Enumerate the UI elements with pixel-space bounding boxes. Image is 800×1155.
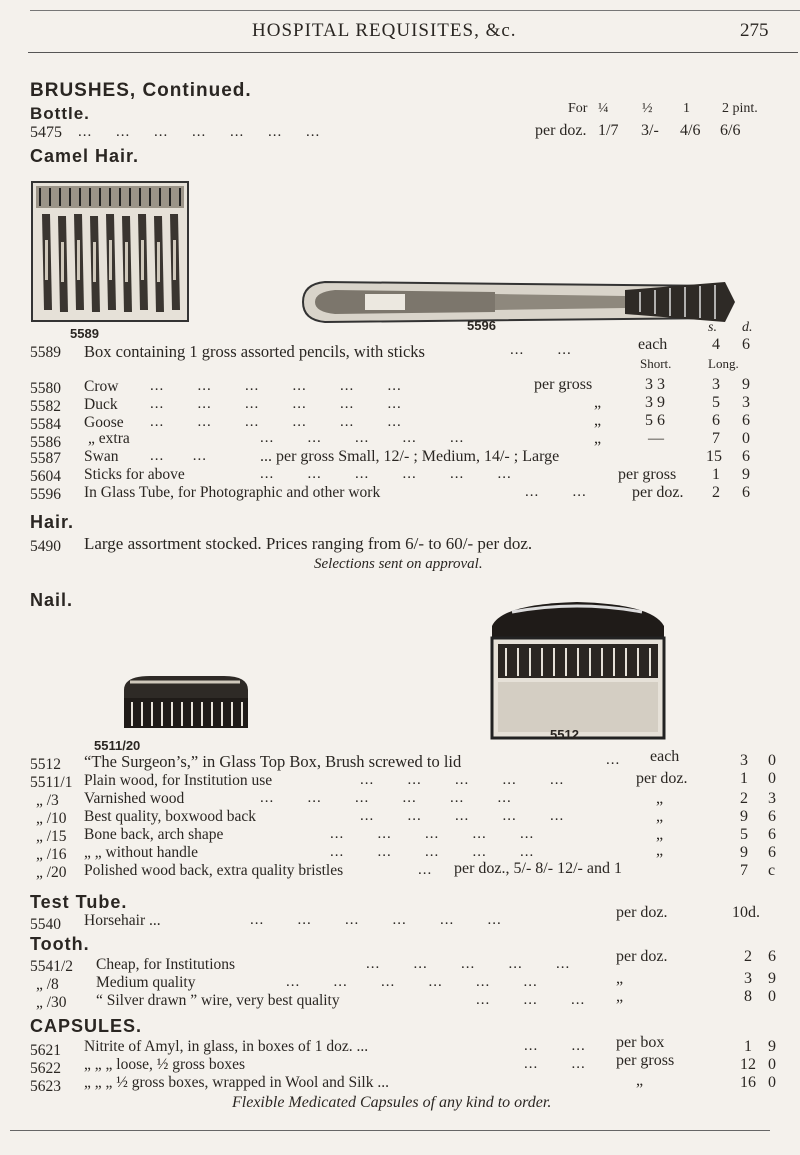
camel-short-4: —: [648, 430, 664, 447]
nail-code-5: „ /16: [36, 846, 67, 863]
camel-desc-5: Swan: [84, 448, 119, 465]
page-header-title: HOSPITAL REQUISITES, &c.: [252, 20, 517, 41]
tooth-unit-0: per doz.: [616, 948, 668, 965]
heading-camel-hair: Camel Hair.: [30, 146, 140, 166]
tooth-s-0: 2: [744, 948, 752, 965]
nail-desc-6: Polished wood back, extra quality bristles: [84, 862, 344, 879]
heading-bottle: Bottle.: [30, 104, 90, 123]
top-rule: [30, 10, 800, 11]
camel-leader-0: ... ...: [510, 342, 572, 358]
bottle-size-1: ¼: [598, 101, 609, 116]
camel-long-d-2: 3: [742, 394, 750, 411]
bottle-price-4: 6/6: [720, 122, 741, 139]
camel-code-0: 5589: [30, 344, 61, 361]
nail-unit-6: per doz., 5/- 8/- 12/- and 1: [454, 860, 622, 877]
test-tube-code: 5540: [30, 916, 61, 933]
capsules-unit-2: „: [636, 1072, 644, 1089]
tooth-code-1: „ /8: [36, 976, 59, 993]
nail-leader-5: ... ... ... ... ...: [330, 844, 535, 860]
camel-long-s-0: 4: [712, 336, 720, 353]
nail-d-1: 0: [768, 770, 776, 787]
nail-code-0: 5512: [30, 756, 61, 773]
tooth-leader-0: ... ... ... ... ...: [366, 956, 571, 972]
nail-leader-2: ... ... ... ... ... ...: [260, 790, 512, 806]
camel-unit-6: per gross: [618, 466, 677, 483]
tooth-s-2: 8: [744, 988, 752, 1005]
nail-s-2: 2: [740, 790, 748, 807]
camel-long-d-0: 6: [742, 336, 750, 353]
fig-label-5512: 5512: [550, 727, 579, 742]
nail-leader-1: ... ... ... ... ...: [360, 772, 565, 788]
camel-leader-6: ... ... ... ... ... ...: [260, 466, 512, 482]
heading-tooth: Tooth.: [30, 934, 90, 954]
nail-desc-1: Plain wood, for Institution use: [84, 772, 273, 789]
nail-unit-5: „: [656, 842, 664, 859]
long-label: Long.: [708, 356, 739, 371]
heading-hair: Hair.: [30, 512, 75, 532]
nail-desc-3: Best quality, boxwood back: [84, 808, 257, 825]
hair-text: Large assortment stocked. Prices ranging from 6/- to 60/- per doz.: [84, 534, 533, 553]
tooth-s-1: 3: [744, 970, 752, 987]
capsules-desc-0: Nitrite of Amyl, in glass, in boxes of 1 doz. ...: [84, 1038, 369, 1055]
tooth-unit-2: „: [616, 988, 624, 1005]
nail-brush-glass-box-illustration: [482, 596, 672, 742]
nail-unit-1: per doz.: [636, 770, 688, 787]
tooth-desc-2: “ Silver drawn ” wire, very best quality: [96, 992, 340, 1009]
nail-d-4: 6: [768, 826, 776, 843]
capsules-desc-1: „ „ „ loose, ½ gross boxes: [84, 1056, 245, 1073]
camel-long-s-6: 1: [712, 466, 720, 483]
test-tube-desc: Horsehair ...: [84, 912, 161, 929]
nail-d-3: 6: [768, 808, 776, 825]
nail-code-1: 5511/1: [30, 774, 73, 791]
nail-d-0: 0: [768, 752, 776, 769]
nail-d-6: c: [768, 862, 776, 879]
nail-desc-4: Bone back, arch shape: [84, 826, 224, 843]
camel-leader-2: ... ... ... ... ... ...: [150, 396, 402, 412]
hair-note: Selections sent on approval.: [314, 556, 483, 572]
bottle-for-label: For: [568, 101, 588, 116]
capsules-s-0: 1: [744, 1038, 752, 1055]
camel-code-4: 5586: [30, 434, 61, 451]
camel-long-s-2: 5: [712, 394, 720, 411]
camel-desc-0: Box containing 1 gross assorted pencils, with sticks: [84, 342, 425, 361]
nail-d-2: 3: [768, 790, 776, 807]
camel-long-s-3: 6: [712, 412, 720, 429]
tooth-d-1: 9: [768, 970, 776, 987]
camel-desc-7: In Glass Tube, for Photographic and other work: [84, 484, 381, 501]
camel-desc-1: Crow: [84, 378, 119, 395]
nail-s-3: 9: [740, 808, 748, 825]
bottle-price-2: 3/-: [641, 122, 659, 139]
glass-tube-brush-illustration: [295, 272, 740, 332]
camel-long-d-5: 6: [742, 448, 750, 465]
bottle-per-doz: per doz.: [535, 122, 587, 139]
tooth-leader-2: ... ... ...: [476, 992, 586, 1008]
capsules-s-1: 12: [740, 1056, 756, 1073]
camel-long-d-4: 0: [742, 430, 750, 447]
camel-unit-3: „: [594, 412, 602, 429]
capsules-desc-2: „ „ „ ½ gross boxes, wrapped in Wool and Silk ...: [84, 1074, 389, 1091]
camel-long-s-7: 2: [712, 484, 720, 501]
nail-s-0: 3: [740, 752, 748, 769]
camel-unit-5: ... per gross Small, 12/- ; Medium, 14/- ; Large: [260, 448, 560, 465]
nail-unit-3: „: [656, 808, 664, 825]
camel-desc-4: „ extra: [88, 430, 130, 447]
tooth-d-0: 6: [768, 948, 776, 965]
camel-long-d-7: 6: [742, 484, 750, 501]
camel-code-7: 5596: [30, 486, 61, 503]
camel-long-s-4: 7: [712, 430, 720, 447]
nail-code-6: „ /20: [36, 864, 67, 881]
camel-short-2: 3 9: [645, 394, 665, 411]
camel-unit-7: per doz.: [632, 484, 684, 501]
capsules-unit-0: per box: [616, 1034, 665, 1051]
nail-desc-2: Varnished wood: [84, 790, 185, 807]
nail-code-4: „ /15: [36, 828, 67, 845]
camel-long-s-1: 3: [712, 376, 720, 393]
camel-short-3: 5 6: [645, 412, 665, 429]
pencil-box-illustration: [30, 180, 190, 323]
capsules-code-2: 5623: [30, 1078, 61, 1095]
capsules-s-2: 16: [740, 1074, 756, 1091]
bottle-price-1: 1/7: [598, 122, 619, 139]
header-rule: [28, 52, 798, 53]
bottle-code: 5475: [30, 124, 62, 141]
nail-unit-0: each: [650, 748, 680, 765]
bottle-price-3: 4/6: [680, 122, 701, 139]
camel-code-3: 5584: [30, 416, 61, 433]
camel-code-1: 5580: [30, 380, 61, 397]
camel-code-5: 5587: [30, 450, 61, 467]
nail-s-6: 7: [740, 862, 748, 879]
nail-desc-5: „ „ without handle: [84, 844, 199, 861]
nail-unit-2: „: [656, 790, 664, 807]
camel-desc-2: Duck: [84, 396, 118, 413]
camel-leader-4: ... ... ... ... ...: [260, 430, 465, 446]
camel-desc-6: Sticks for above: [84, 466, 185, 483]
capsules-d-2: 0: [768, 1074, 776, 1091]
capsules-note: Flexible Medicated Capsules of any kind to order.: [232, 1094, 552, 1111]
tooth-code-2: „ /30: [36, 994, 67, 1011]
camel-unit-2: „: [594, 394, 602, 411]
test-tube-price: 10d.: [732, 904, 760, 921]
fig-label-5511-20: 5511/20: [94, 738, 141, 753]
bottle-size-2: ½: [642, 101, 653, 116]
capsules-code-1: 5622: [30, 1060, 61, 1077]
fig-label-5596: 5596: [467, 318, 496, 333]
capsules-d-0: 9: [768, 1038, 776, 1055]
capsules-leader-0: ... ...: [524, 1038, 586, 1054]
camel-leader-3: ... ... ... ... ... ...: [150, 414, 402, 430]
tooth-leader-1: ... ... ... ... ... ...: [286, 974, 538, 990]
camel-leader-7: ... ...: [525, 484, 587, 500]
bottle-size-3: 1: [683, 101, 690, 116]
tooth-desc-1: Medium quality: [96, 974, 196, 991]
nail-leader-0: ...: [606, 752, 621, 768]
nail-desc-0: “The Surgeon’s,” in Glass Top Box, Brush screwed to lid: [84, 752, 462, 771]
heading-test-tube: Test Tube.: [30, 892, 128, 912]
test-tube-leader: ... ... ... ... ... ...: [250, 912, 502, 928]
camel-long-s-5: 15: [706, 448, 722, 465]
camel-code-2: 5582: [30, 398, 61, 415]
tooth-desc-0: Cheap, for Institutions: [96, 956, 236, 973]
capsules-unit-1: per gross: [616, 1052, 675, 1069]
heading-nail: Nail.: [30, 590, 74, 610]
bottle-size-4: 2 pint.: [722, 101, 758, 116]
fig-label-5589: 5589: [70, 326, 99, 341]
camel-long-d-1: 9: [742, 376, 750, 393]
tooth-unit-1: „: [616, 970, 624, 987]
page-number: 275: [740, 20, 769, 41]
tooth-d-2: 0: [768, 988, 776, 1005]
capsules-code-0: 5621: [30, 1042, 61, 1059]
camel-leader-5: ... ...: [150, 448, 207, 464]
col-d: d.: [742, 320, 753, 335]
tooth-code-0: 5541/2: [30, 958, 74, 975]
nail-unit-4: „: [656, 826, 664, 843]
nail-s-1: 1: [740, 770, 748, 787]
nail-d-5: 6: [768, 844, 776, 861]
bottle-leader: ... ... ... ... ... ... ...: [78, 124, 321, 140]
camel-long-d-3: 6: [742, 412, 750, 429]
camel-short-1: 3 3: [645, 376, 665, 393]
test-tube-unit: per doz.: [616, 904, 668, 921]
col-s: s.: [708, 320, 717, 335]
camel-code-6: 5604: [30, 468, 61, 485]
nail-code-2: „ /3: [36, 792, 59, 809]
camel-leader-1: ... ... ... ... ... ...: [150, 378, 402, 394]
nail-s-4: 5: [740, 826, 748, 843]
heading-capsules: CAPSULES.: [30, 1016, 143, 1036]
capsules-d-1: 0: [768, 1056, 776, 1073]
nail-leader-4: ... ... ... ... ...: [330, 826, 535, 842]
camel-desc-3: Goose: [84, 414, 124, 431]
nail-code-3: „ /10: [36, 810, 67, 827]
camel-unit-1: per gross: [534, 376, 593, 393]
short-label: Short.: [640, 356, 672, 371]
footer-rule: [10, 1130, 770, 1131]
camel-unit-0: each: [638, 336, 668, 353]
capsules-leader-1: ... ...: [524, 1056, 586, 1072]
nail-leader-6: ...: [418, 862, 433, 878]
nail-s-5: 9: [740, 844, 748, 861]
hair-code: 5490: [30, 538, 61, 555]
nail-brush-small-illustration: [120, 672, 252, 732]
section-heading-brushes: BRUSHES, Continued.: [30, 80, 252, 101]
nail-leader-3: ... ... ... ... ...: [360, 808, 565, 824]
camel-long-d-6: 9: [742, 466, 750, 483]
camel-unit-4: „: [594, 430, 602, 447]
